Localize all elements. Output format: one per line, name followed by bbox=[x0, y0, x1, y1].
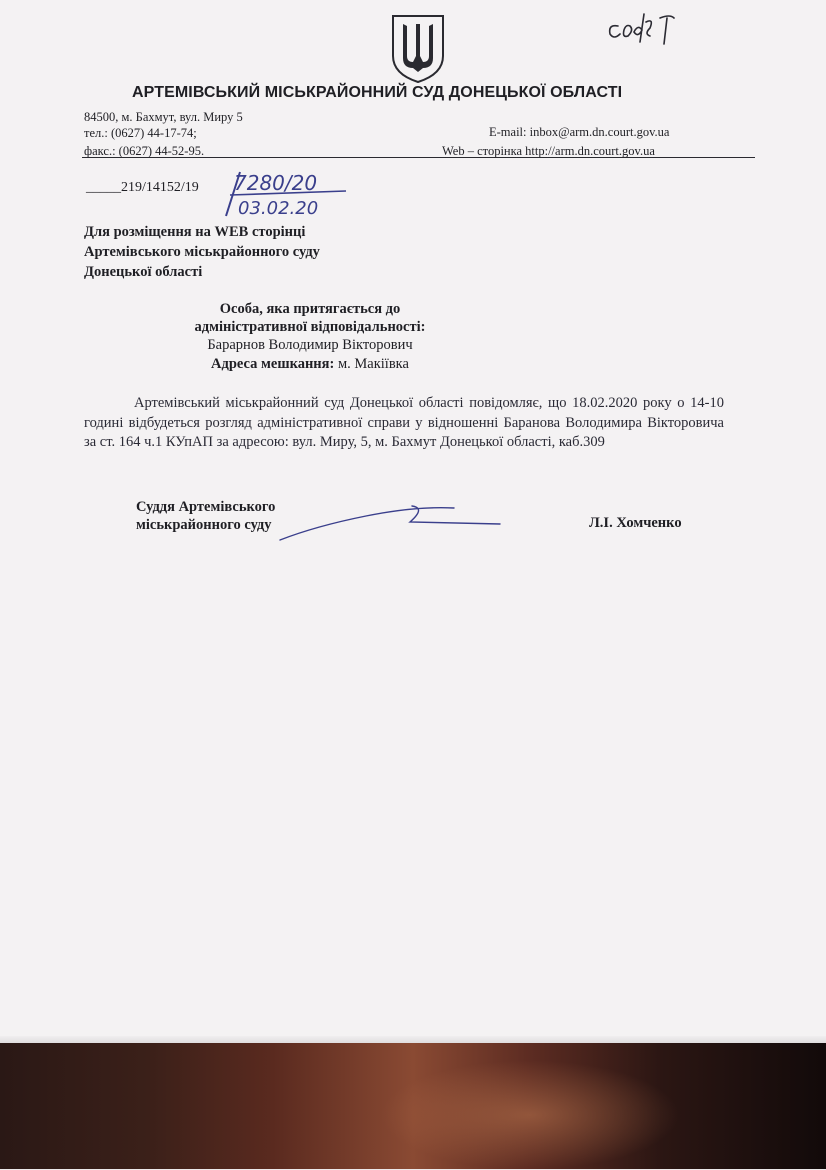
handwritten-corner-note bbox=[604, 8, 684, 46]
person-heading-line-1: Особа, яка притягається до bbox=[219, 301, 401, 317]
handwritten-registration bbox=[222, 168, 372, 220]
corner-note-text: саб71 bbox=[604, 8, 607, 9]
court-address: 84500, м. Бахмут, вул. Миру 5 bbox=[84, 110, 243, 124]
residence-value: м. Макіївка bbox=[334, 356, 409, 372]
person-residence bbox=[160, 356, 460, 373]
court-website: Web – сторінка http://arm.dn.court.gov.ua bbox=[442, 144, 655, 158]
outgoing-number: _____219/14152/19 bbox=[86, 180, 199, 195]
person-heading bbox=[160, 300, 460, 336]
judge-title bbox=[136, 498, 275, 534]
recipient-line-2: Артемівського міськрайонного суду bbox=[84, 244, 320, 260]
background-glow bbox=[380, 1060, 680, 1170]
person-heading-line-2: адміністративної відповідальності: bbox=[194, 319, 426, 335]
court-email: E-mail: inbox@arm.dn.court.gov.ua bbox=[489, 125, 670, 139]
notice-body: Артемівський міськрайонний суд Донецької області повідомляє, що 18.02.2020 року о 14-10 годині відбудеться розгляд адміністративної справи у відношенні Баранова Володимира Вікторовича за ст. 164 ч.1 КУпАП за адресою: вул. Миру, 5, м. Бахмут Донецької області, каб.309 bbox=[84, 395, 724, 450]
handwritten-date: 03.02.20 bbox=[238, 198, 319, 219]
person-name: Барарнов Володимир Вікторович bbox=[207, 337, 413, 353]
court-fax: факс.: (0627) 44-52-95. bbox=[84, 144, 205, 158]
judge-signature bbox=[276, 496, 512, 546]
court-phone: тел.: (0627) 44-17-74; bbox=[84, 126, 197, 140]
judge-name: Л.І. Хомченко bbox=[589, 515, 682, 531]
header-divider bbox=[82, 157, 755, 158]
judge-title-line-2: міськрайонного суду bbox=[136, 517, 272, 533]
residence-label: Адреса мешкання: bbox=[211, 356, 335, 372]
judge-title-line-1: Суддя Артемівського bbox=[136, 499, 276, 515]
court-name: АРТЕМІВСЬКИЙ МІСЬКРАЙОННИЙ СУД ДОНЕЦЬКОЇ ОБЛАСТІ bbox=[132, 84, 623, 101]
recipient-line-1: Для розміщення на WEB сторінці bbox=[84, 224, 306, 240]
trident-emblem-icon bbox=[389, 12, 447, 84]
recipient-block bbox=[84, 222, 320, 282]
recipient-line-3: Донецької області bbox=[84, 264, 203, 280]
handwritten-number: 7280/20 bbox=[234, 171, 318, 195]
